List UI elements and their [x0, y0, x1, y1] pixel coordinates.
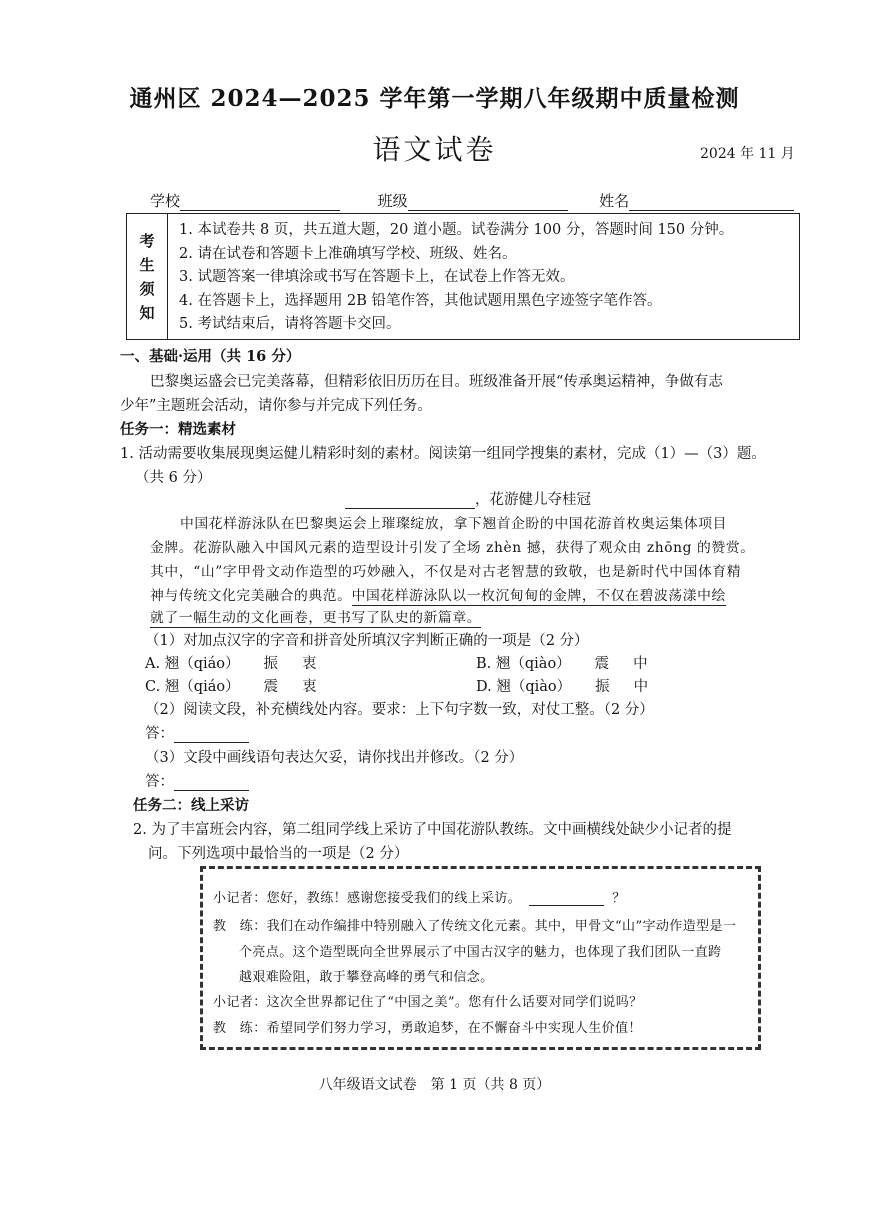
notice-items — [179, 219, 733, 337]
dialog-coach-1: 教 练：我们在动作编排中特别融入了传统文化元素。其中，甲骨文“山”字动作造型是一 — [213, 919, 737, 934]
dialog-question-blank — [529, 893, 604, 906]
answer-blank-3[interactable] — [174, 776, 249, 791]
answer-blank-2[interactable] — [174, 728, 249, 743]
passage-title-row — [345, 488, 591, 509]
q1-line1: 1. 活动需要收集展现奥运健儿精彩时刻的素材。阅读第一组同学搜集的素材，完成（1）—（3）题。 — [120, 446, 766, 462]
notice-item: 1. 本试卷共 8 页，共五道大题，20 道小题。试卷满分 100 分，答题时间 150 分钟。 — [179, 222, 734, 238]
q2-line2: 问。下列选项中最恰当的一项是（2 分） — [148, 846, 409, 862]
class-field[interactable] — [408, 194, 568, 211]
section1-intro-2: 少年”主题班会活动，请你参与并完成下列任务。 — [120, 398, 432, 414]
underlined-sentence-part1: 中国花样游泳队以一枚沉甸甸的金牌，不仅在碧波荡漾中绘 — [351, 588, 726, 604]
option-b[interactable]: B. 翘（qiào） 震 中 — [476, 656, 648, 672]
dialog-coach-2: 教 练：希望同学们努力学习，勇敢追梦，在不懈奋斗中实现人生价值！ — [213, 1021, 642, 1036]
q2-line1: 2. 为了丰富班会内容，第二组同学线上采访了中国花游队教练。文中画横线处缺少小记者的提 — [133, 822, 732, 838]
section1-heading: 一、基础·运用（共 16 分） — [120, 348, 301, 365]
option-c[interactable]: C. 翘（qiáo） 震 衷 — [145, 679, 317, 695]
section1-intro-1: 巴黎奥运盛会已完美落幕，但精彩依旧历历在目。班级准备开展“传承奥运精神，争做有志 — [150, 374, 723, 390]
class-label: 班级 — [377, 192, 408, 210]
passage-line: 金牌。花游队融入中国风元素的造型设计引发了全场 zhèn 撼，获得了观众由 zhōng 的赞赏。 — [150, 540, 755, 556]
sub-question-1: （1）对加点汉字的字音和拼音处所填汉字判断正确的一项是（2 分） — [145, 633, 589, 649]
sub-question-2: （2）阅读文段，补充横线处内容。要求：上下句字数一致，对仗工整。（2 分） — [145, 702, 654, 718]
notice-item: 5. 考试结束后，请将答题卡交回。 — [179, 316, 401, 332]
sub-question-3: （3）文段中画线语句表达欠妥，请你找出并修改。（2 分） — [145, 750, 524, 766]
page-footer: 八年级语文试卷 第 1 页（共 8 页） — [318, 1077, 551, 1093]
dialog-coach-1-cont: 个亮点。这个造型既向全世界展示了中国古汉字的魅力，也体现了我们团队一直跨 — [239, 945, 722, 960]
name-field[interactable] — [629, 194, 794, 211]
underlined-sentence-part2: 就了一幅生动的文化画卷，更书写了队史的新篇章。 — [150, 610, 482, 626]
option-d[interactable]: D. 翘（qiào） 振 中 — [476, 679, 649, 695]
school-field[interactable] — [180, 194, 340, 211]
student-info-row — [150, 190, 794, 211]
subject-title: 语文试卷 — [372, 133, 497, 166]
option-a[interactable]: A. 翘（qiáo） 振 衷 — [145, 656, 317, 672]
dialog-reporter-1: 小记者：您好，教练！感谢您接受我们的线上采访。 ？ — [213, 891, 626, 906]
dialog-coach-1-cont2: 越艰难险阻，敢于攀登高峰的勇气和信念。 — [239, 970, 494, 985]
task1-heading: 任务一：精选素材 — [120, 421, 236, 438]
name-label: 姓名 — [599, 192, 630, 210]
exam-title: 通州区 2024—2025 学年第一学期八年级期中质量检测 — [129, 85, 740, 112]
q1-line2: （共 6 分） — [135, 470, 212, 486]
notice-item: 4. 在答题卡上，选择题用 2B 铅笔作答，其他试题用黑色字迹签字笔作答。 — [179, 292, 662, 309]
dialog-reporter-2: 小记者：这次全世界都记住了“中国之美”。您有什么话要对同学们说吗？ — [213, 995, 643, 1010]
notice-item: 2. 请在试卷和答题卡上准确填写学校、班级、姓名。 — [179, 245, 517, 262]
answer-row-3: 答： — [145, 770, 249, 791]
passage-title: ，花游健儿夺桂冠 — [475, 492, 591, 508]
notice-item: 3. 试题答案一律填涂或书写在答题卡上，在试卷上作答无效。 — [179, 269, 575, 285]
interview-dialog-box — [200, 866, 761, 1050]
notice-label: 考 生 须 知 — [127, 214, 168, 339]
passage-line: 中国花样游泳队在巴黎奥运会上璀璨绽放，拿下翘首企盼的中国花游首枚奥运集体项目 — [180, 516, 728, 532]
answer-row-2: 答： — [145, 722, 249, 743]
task2-heading: 任务二：线上采访 — [133, 797, 249, 814]
passage-underlined-line — [150, 606, 481, 626]
passage-title-blank — [345, 494, 475, 509]
passage-line: 其中，“山”字甲骨文动作造型的巧妙融入，不仅是对古老智慧的致敬，也是新时代中国体育精 — [150, 564, 742, 580]
exam-date: 2024 年 11 月 — [700, 146, 795, 162]
passage-line-last: 神与传统文化完美融合的典范。中国花样游泳队以一枚沉甸甸的金牌，不仅在碧波荡漾中绘 — [150, 588, 726, 604]
exam-notice-box — [126, 213, 800, 340]
school-label: 学校 — [150, 192, 181, 210]
